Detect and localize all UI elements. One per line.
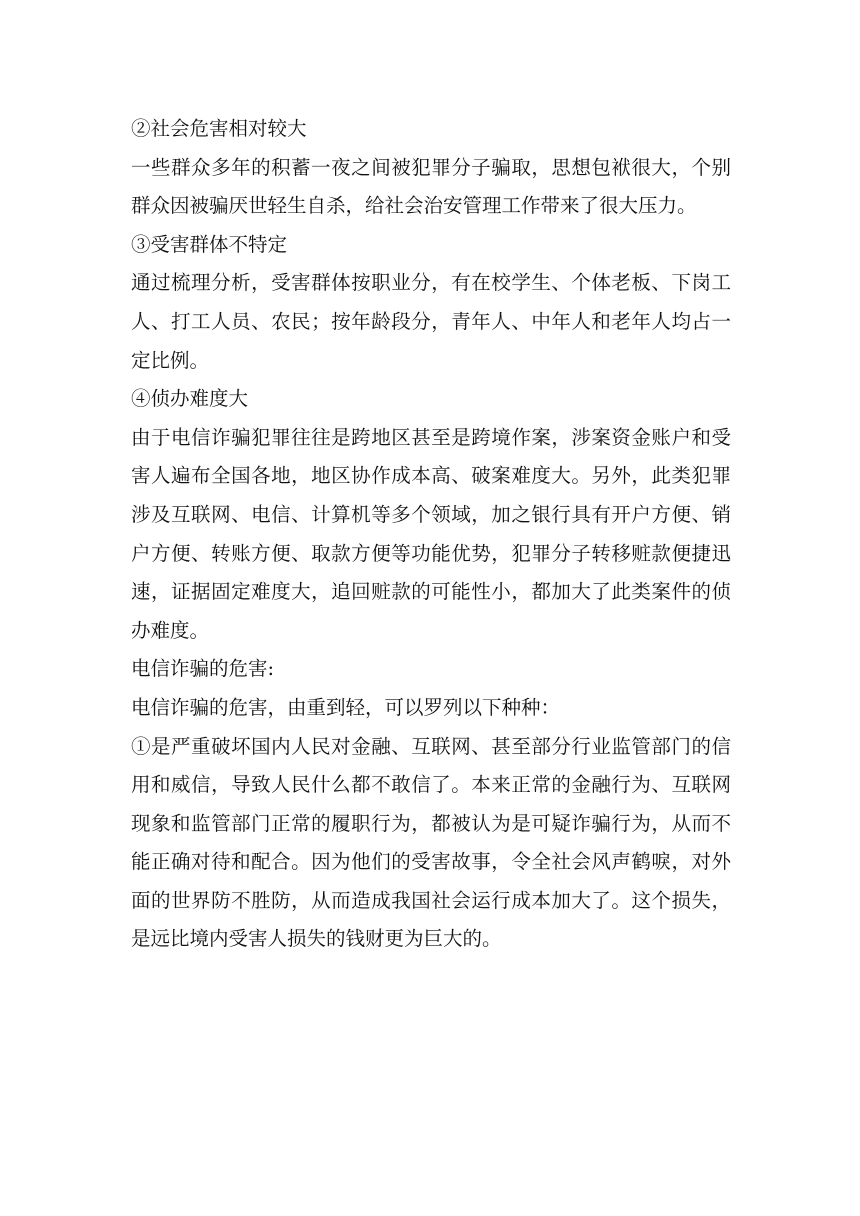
document-body bbox=[131, 110, 731, 959]
paragraph-harm-intro: 电信诈骗的危害，由重到轻，可以罗列以下种种： bbox=[131, 695, 561, 719]
heading-investigation-difficulty: ④侦办难度大 bbox=[131, 387, 249, 411]
paragraph-investigation-difficulty: 由于电信诈骗犯罪往往是跨地区甚至是跨境作案，涉案资金账户和受害人遍布全国各地，地区协作成本高、破案难度大。另外，此类犯罪涉及互联网、电信、计算机等多个领域，加之银行具有开户方便、销户方便、转账方便、取款方便等功能优势，犯罪分子转移赃款便捷迅速，证据固定难度大，追回赃款的可能性小，都加大了此类案件的侦办难度。 bbox=[131, 425, 731, 642]
heading-victim-group: ③受害群体不特定 bbox=[131, 232, 288, 256]
paragraph-harm-one: ①是严重破坏国内人民对金融、互联网、甚至部分行业监管部门的信用和威信，导致人民什么都不敢信了。本来正常的金融行为、互联网现象和监管部门正常的履职行为，都被认为是可疑诈骗行为，从而不能正确对待和配合。因为他们的受害故事，令全社会风声鹤唳，对外面的世界防不胜防，从而造成我国社会运行成本加大了。这个损失，是远比境内受害人损失的钱财更为巨大的。 bbox=[131, 734, 731, 951]
heading-social-harm: ②社会危害相对较大 bbox=[131, 117, 307, 140]
paragraph-social-harm: 一些群众多年的积蓄一夜之间被犯罪分子骗取，思想包袱很大，个别群众因被骗厌世轻生自杀，给社会治安管理工作带来了很大压力。 bbox=[131, 155, 731, 218]
heading-telecom-fraud-harm: 电信诈骗的危害: bbox=[131, 657, 275, 681]
paragraph-victim-group: 通过梳理分析，受害群体按职业分，有在校学生、个体老板、下岗工人、打工人员、农民；按年龄段分，青年人、中年人和老年人均占一定比例。 bbox=[131, 271, 731, 372]
